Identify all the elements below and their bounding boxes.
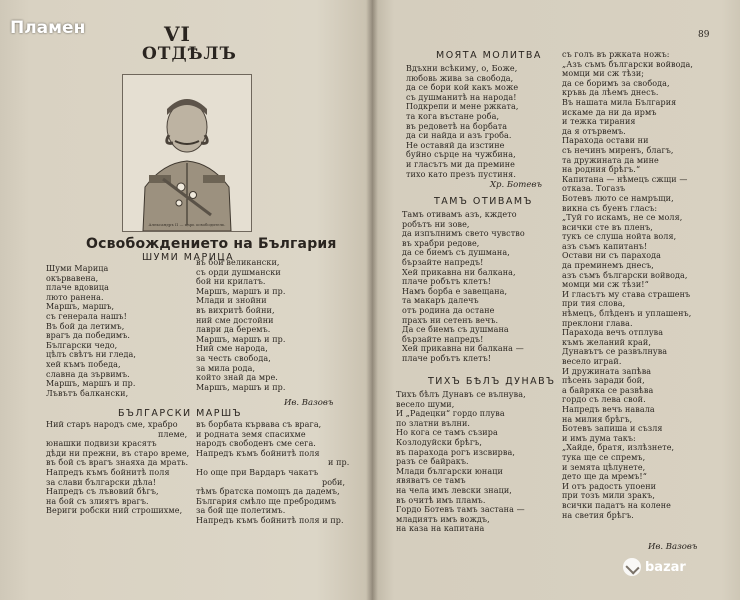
poem-line: момци ми сж тѣзи; (562, 69, 645, 79)
poem-line: робътъ ни зове, (402, 219, 470, 229)
poem-line: Хей прикавна ни балкана — (402, 344, 524, 354)
poem-line: и родната земя спасихме (196, 429, 306, 439)
poem3-author: Хр. Ботевъ (490, 180, 542, 190)
watermark-label: Пламен (10, 18, 86, 38)
poem-line: въ вихритѣ бойни, (196, 305, 275, 315)
poem-line: племе, (158, 429, 188, 439)
poem-line: за честь свобода, (196, 353, 271, 363)
poem-line: съ орди душмански (196, 267, 281, 277)
poem-line: плаче робътъ клетъ! (402, 277, 492, 287)
poem-line: въ бой великански, (196, 258, 280, 267)
poem-line: тѣмъ братска помощъ да дадемъ, (196, 487, 340, 497)
poem3-title: МОЯТА МОЛИТВА (436, 50, 542, 61)
poem-line: при тия слова, (562, 299, 626, 309)
poem-line: въ парахода рогъ изсвирва, (396, 447, 516, 457)
poem-line: дето ще да мремъ!“ (562, 472, 647, 482)
poem-line: ний сме достойни (196, 315, 274, 325)
poem-line: на чела имъ левски знаци, (396, 485, 512, 495)
poem-line: Маршъ, маршъ и пр. (196, 286, 286, 296)
poem-line: въ бой съ врагъ знаяха да мрать. (46, 458, 189, 468)
poem-line: и тежка тирания (562, 117, 636, 127)
poem-line: викна съ буенъ гласъ: (562, 203, 658, 213)
poem-line: Козлодуйски брѣгъ, (396, 437, 482, 447)
poem-line: искаме да ни да ирмъ (562, 107, 657, 117)
poem-line: Маршъ, маршъ и пр. (46, 379, 136, 389)
poem-line: славна да зървимъ. (46, 369, 130, 379)
poem-line: за слави български дѣла! (46, 477, 157, 487)
poem-line: да я отървемъ. (562, 126, 626, 136)
poem-line: прахъ ни сетенъ вечъ. (402, 315, 499, 325)
poem-line: който знай да мре. (196, 373, 278, 383)
poem-line: Но още при Вардаръ чакатъ (196, 467, 319, 477)
poem-line: за мила рода, (196, 363, 256, 373)
poem-line: да изпълнимъ свето чувство (402, 229, 525, 239)
poem-line: бързайте напредъ! (402, 257, 484, 267)
poem-line: Да се биемъ съ душмана (402, 325, 509, 335)
poem-line: Тамъ отивамъ азъ, кждето (402, 210, 517, 219)
poem-line: къмъ желаний край, (562, 337, 651, 347)
poem-line: Не оставяй да изстине (406, 140, 505, 150)
poem-line: Вериги робски ний строшихме, (46, 506, 183, 516)
poem-line: И гласътъ му става страшенъ (562, 289, 691, 299)
poem-line: гордо съ лева свой. (562, 395, 646, 405)
main-title: Освобождението на България (86, 236, 337, 252)
poem-line: плаче робътъ клетъ! (402, 353, 492, 363)
poem-line: Напредъ съ лъвовий бѣгъ, (46, 487, 159, 497)
poem-line: азъ съмъ български войвода, (562, 270, 688, 280)
poem-line: азъ съмъ капитанъ! (562, 241, 648, 251)
poem-line: плаче вдовица (46, 283, 110, 293)
poem5-body (396, 390, 526, 534)
poem-line: тихо като презъ пустиня. (406, 169, 516, 179)
page-number: 89 (698, 30, 710, 40)
poem-line: да преминемъ днесъ, (562, 261, 654, 271)
poem-line: бързайте напредъ! (402, 334, 484, 344)
poem-line: да се бори кой какъ може (406, 83, 519, 93)
poem-line: Въ нашата мила България (562, 97, 677, 107)
poem-line: Шуми Марица (46, 264, 109, 273)
poem-line: „Хайде, братя, излѣзнете, (562, 443, 675, 453)
poem-line: Подкрепи и мене ржката, (406, 102, 519, 112)
book-spine (366, 0, 378, 600)
poem-line: при тозъ мили зракъ, (562, 491, 655, 501)
poem-line: отказа. Тогазъ (562, 184, 626, 194)
poem-line: бой ни крилатъ. (196, 277, 266, 287)
poem-line: Маршъ, маршъ, (46, 302, 115, 312)
poem-line: на милия брѣгъ, (562, 414, 633, 424)
poem-line: тука ще се спремъ, (562, 452, 646, 462)
right-page (372, 0, 740, 600)
poem3-body (406, 64, 519, 179)
poem-line: тукъ се слуша нойта воля, (562, 232, 677, 242)
poem-line: любовь жива за свобода, (406, 73, 514, 83)
poem-line: разъ се байракъ. (396, 457, 469, 467)
poem-line: та дружината да мине (562, 155, 659, 165)
poem-line: Маршъ, маршъ и пр. (196, 334, 286, 344)
poem-line: Парахода вечъ отплува (562, 328, 664, 338)
poem-line: да се боримъ за свобода, (562, 78, 670, 88)
poem4-body (402, 210, 525, 364)
poem-line: на бой съ злиятъ врагъ. (46, 496, 149, 506)
poem-line: „Азъ съмъ български войвода, (562, 59, 694, 69)
poem4-title: ТАМЪ ОТИВАМЪ (434, 196, 533, 207)
poem-line: весело играй. (562, 357, 622, 366)
poem-line: Намъ борба е завещана, (402, 286, 508, 296)
poem-line: България смѣло ще пребродимъ (196, 496, 337, 506)
poem-line: младиятъ имъ вождъ, (396, 514, 490, 524)
poem-line: отъ родина да остане (402, 305, 495, 315)
poem-line: Тихъ бѣлъ Дунавъ се вълнува, (396, 390, 526, 399)
poem-line: въ храбри редове, (402, 238, 480, 248)
section-number: VI (164, 22, 191, 46)
poem-line: на родния брѣгъ.“ (562, 165, 641, 175)
poem-line: кръвь да лѣемъ днесъ. (562, 88, 659, 98)
poem-line: И отъ радость упоени (562, 481, 657, 491)
poem1-title: ШУМИ МАРИЦА (142, 252, 235, 263)
poem-line: Ботевъ запиша и съзля (562, 424, 663, 434)
section-heading: ОТДѢЛЪ (142, 44, 237, 64)
poem-line: Напредъ къмъ бойнитѣ поля (46, 467, 170, 477)
poem-line: съ душманитѣ на народа! (406, 92, 517, 102)
poem-line: дѣди ни прежни, въ старо време, (46, 448, 190, 458)
poem5-author: Ив. Вазовъ (648, 542, 698, 552)
poem-line: Вдъхни всѣкиму, о, Боже, (406, 64, 518, 73)
portrait-engraving (123, 75, 251, 231)
poem-line: юнашки подвизи красятъ (46, 439, 157, 449)
poem-line: всички падатъ на колене (562, 500, 671, 510)
poem-line: лаври да беремъ. (196, 325, 271, 335)
poem-line: Лъвътъ балкански, (46, 388, 129, 398)
poem-line: Ний сме народа, (196, 344, 268, 354)
poem-line: Български чедо, (46, 340, 118, 350)
poem-line: Хей прикавна ни балкана, (402, 267, 516, 277)
poem2-col2 (196, 420, 349, 526)
poem-line: врагъ да победимъ. (46, 331, 131, 341)
poem-line: Гордо Ботевъ тамъ застана — (396, 505, 525, 515)
poem5-title: ТИХЪ БѢЛЪ ДУНАВЪ (428, 376, 556, 387)
poem-line: весело шуми, (396, 399, 455, 409)
poem-line: хей къмъ победа, (46, 359, 121, 369)
poem-line: роби, (322, 477, 346, 487)
poem-line: Ботевъ люто се намръщи, (562, 193, 674, 203)
poem-line: съ голъ въ ржката ножъ: (562, 50, 670, 59)
poem-line: Въ бой да летимъ, (46, 321, 125, 331)
poem-line: Напредъ къмъ бойнитѣ поля и пр. (196, 515, 344, 525)
poem5-continued-column (562, 50, 693, 520)
poem-line: Парахода остави ни (562, 136, 649, 146)
poem-line: „Туй го искамъ, не се моля, (562, 213, 683, 223)
poem-line: Ний старъ народъ сме, храбро (46, 420, 178, 429)
poem-line: Напредъ вечъ навала (562, 404, 655, 414)
poem-line: на светия брѣгъ. (562, 510, 634, 520)
poem-line: цѣлъ свѣтъ ни гледа, (46, 350, 137, 360)
poem-line: Дунавътъ се развълнува (562, 347, 668, 357)
poem-line: въ борбата кървава съ врага, (196, 420, 322, 429)
poem-line: та макаръ далечъ (402, 296, 479, 306)
poem-line: Остави ни съ парахода (562, 251, 662, 261)
poem-line: всички сте въ пленъ, (562, 222, 653, 232)
poem-line: буйно сърце на чужбина, (406, 150, 516, 160)
poem-line: съ нечинъ миренъ, благъ, (562, 145, 674, 155)
poem-line: нѣмецъ, блѣденъ и уплашенъ, (562, 309, 692, 319)
poem-line: явяватъ се тамъ (396, 476, 466, 486)
poem-line: преклони глава. (562, 318, 633, 328)
poem-line: окървавена, (46, 273, 99, 283)
poem2-col1 (46, 420, 189, 516)
poem-line: люто ранена. (46, 292, 104, 302)
poem2-title: БЪЛГАРСКИ МАРШЪ (118, 408, 243, 419)
poem-line: народъ свободенъ сме сега. (196, 439, 316, 449)
poem-line: И „Радецки“ гордо плува (396, 409, 505, 419)
poem-line: Млади и знойни (196, 296, 267, 306)
poem-line: Маршъ, маршъ и пр. (196, 382, 286, 392)
poem-line: на каза на капитана (396, 524, 485, 534)
poem-line: по златни вълни. (396, 418, 471, 428)
poem1-col1 (46, 264, 136, 398)
poem-line: съ генерала нашъ! (46, 311, 127, 321)
poem-line: въ редоветѣ на борбата (406, 121, 508, 131)
poem-line: въ очитѣ имъ пламъ. (396, 495, 486, 505)
bazar-logo-icon (623, 558, 641, 576)
poem-line: и имъ дума такъ: (562, 433, 636, 443)
poem-line: да се биемъ съ душмана, (402, 248, 510, 258)
poem-line: Напредъ къмъ бойнитѣ поля (196, 448, 320, 458)
poem1-author: Ив. Вазовъ (284, 398, 334, 408)
poem-line: момци ми сж тѣзи!“ (562, 280, 649, 290)
poem-line: за бой ще полетимъ. (196, 506, 286, 516)
poem-line: и гласътъ ми да премине (406, 159, 515, 169)
poem1-col2 (196, 258, 286, 392)
poem-line: Капитана — нѣмецъ сжщи — (562, 174, 688, 184)
poem-line: и земята цѣлунете, (562, 462, 646, 472)
poem-line: а байряка се развѣва (562, 385, 654, 395)
poem-line: и пр. (328, 458, 350, 468)
portrait-image (122, 74, 252, 232)
poem-line: Млади български юнаци (396, 466, 503, 476)
poem-line: пѣсень заради бой, (562, 376, 645, 386)
poem-line: да си найда и азъ гроба. (406, 131, 512, 141)
poem-line: та кога въстане роба, (406, 111, 500, 121)
bazar-logo-text: bazar (645, 560, 686, 575)
poem-line: Но кога се тамъ съзира (396, 428, 498, 438)
portrait-caption: Александръ II — царь освободитель. (148, 222, 226, 227)
poem-line: И дружината запѣва (562, 366, 652, 376)
